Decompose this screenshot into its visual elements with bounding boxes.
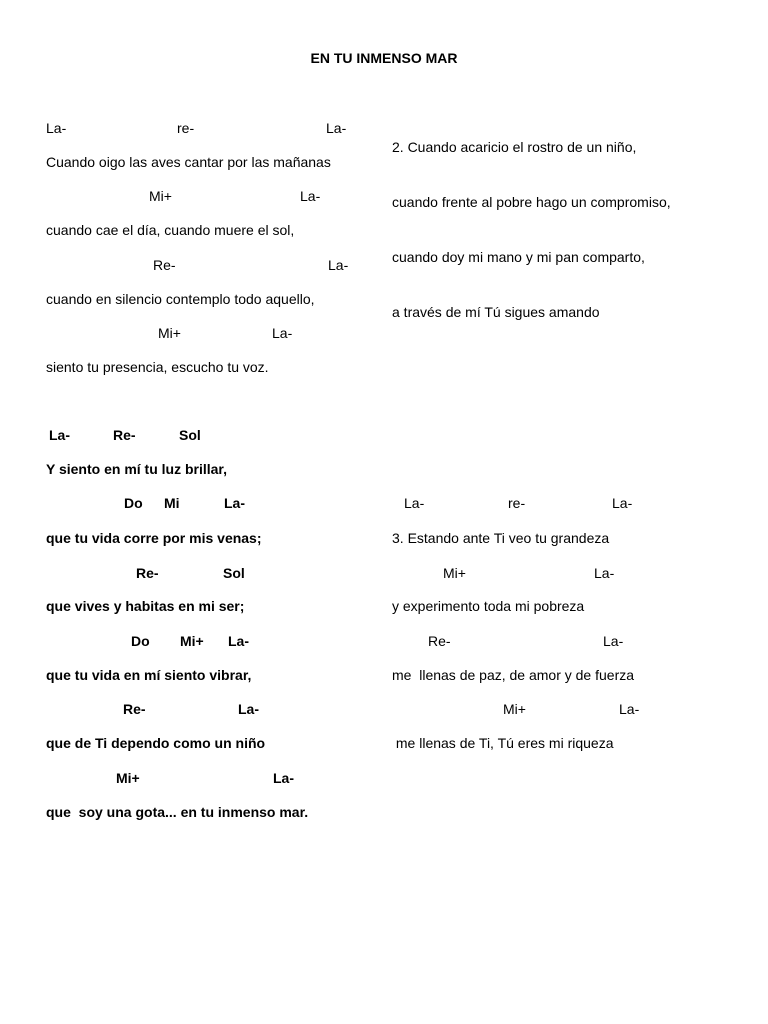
chord: Mi — [164, 495, 180, 511]
song-title: EN TU INMENSO MAR — [310, 50, 458, 66]
chord: La- — [49, 427, 70, 443]
chord: La- — [612, 495, 633, 511]
chord: Re- — [113, 427, 136, 443]
chord: La- — [594, 565, 615, 581]
chord: Do — [124, 495, 143, 511]
lyric-line: 3. Estando ante Ti veo tu grandeza — [392, 530, 610, 546]
chord: La- — [326, 120, 347, 136]
lyric-line: Cuando oigo las aves cantar por las mañanas — [46, 154, 331, 170]
lyric-line: que tu vida corre por mis venas; — [46, 530, 262, 546]
chord: Re- — [153, 257, 176, 273]
chord: Mi+ — [443, 565, 466, 581]
chord: La- — [300, 188, 321, 204]
chord: La- — [273, 770, 294, 786]
chord: La- — [328, 257, 349, 273]
lyric-line: y experimento toda mi pobreza — [392, 598, 585, 614]
lyric-line: que vives y habitas en mi ser; — [46, 598, 245, 614]
chord: Mi+ — [503, 701, 526, 717]
chord: La- — [619, 701, 640, 717]
lyric-line: siento tu presencia, escucho tu voz. — [46, 359, 269, 375]
chord: Sol — [223, 565, 245, 581]
chord: Re- — [136, 565, 159, 581]
lyric-line: cuando en silencio contemplo todo aquello, — [46, 291, 315, 307]
lyric-line: 2. Cuando acaricio el rostro de un niño, — [392, 139, 637, 155]
chord: Mi+ — [116, 770, 140, 786]
chord: Mi+ — [180, 633, 204, 649]
chord: La- — [603, 633, 624, 649]
chord: La- — [238, 701, 259, 717]
chord: La- — [46, 120, 67, 136]
chord: La- — [224, 495, 245, 511]
chord: La- — [228, 633, 249, 649]
lyric-line: cuando doy mi mano y mi pan comparto, — [392, 249, 645, 265]
lyric-line: que de Ti dependo como un niño — [46, 735, 266, 751]
lyric-line: me llenas de paz, de amor y de fuerza — [392, 667, 635, 683]
lyric-line: me llenas de Ti, Tú eres mi riqueza — [392, 735, 614, 751]
chord: Mi+ — [149, 188, 172, 204]
lyric-line: Y siento en mí tu luz brillar, — [46, 461, 228, 477]
chord: Do — [131, 633, 150, 649]
lyric-line: cuando frente al pobre hago un compromiso, — [392, 194, 671, 210]
chord: La- — [272, 325, 293, 341]
chord: Re- — [123, 701, 146, 717]
lyric-line: cuando cae el día, cuando muere el sol, — [46, 222, 295, 238]
lyric-line: que tu vida en mí siento vibrar, — [46, 667, 252, 683]
chord: Mi+ — [158, 325, 181, 341]
chord: Sol — [179, 427, 201, 443]
lyric-line: a través de mí Tú sigues amando — [392, 304, 600, 320]
chord: Re- — [428, 633, 451, 649]
lyric-line: que soy una gota... en tu inmenso mar. — [46, 804, 309, 820]
chord: La- — [404, 495, 425, 511]
chord: re- — [508, 495, 526, 511]
chord: re- — [177, 120, 195, 136]
